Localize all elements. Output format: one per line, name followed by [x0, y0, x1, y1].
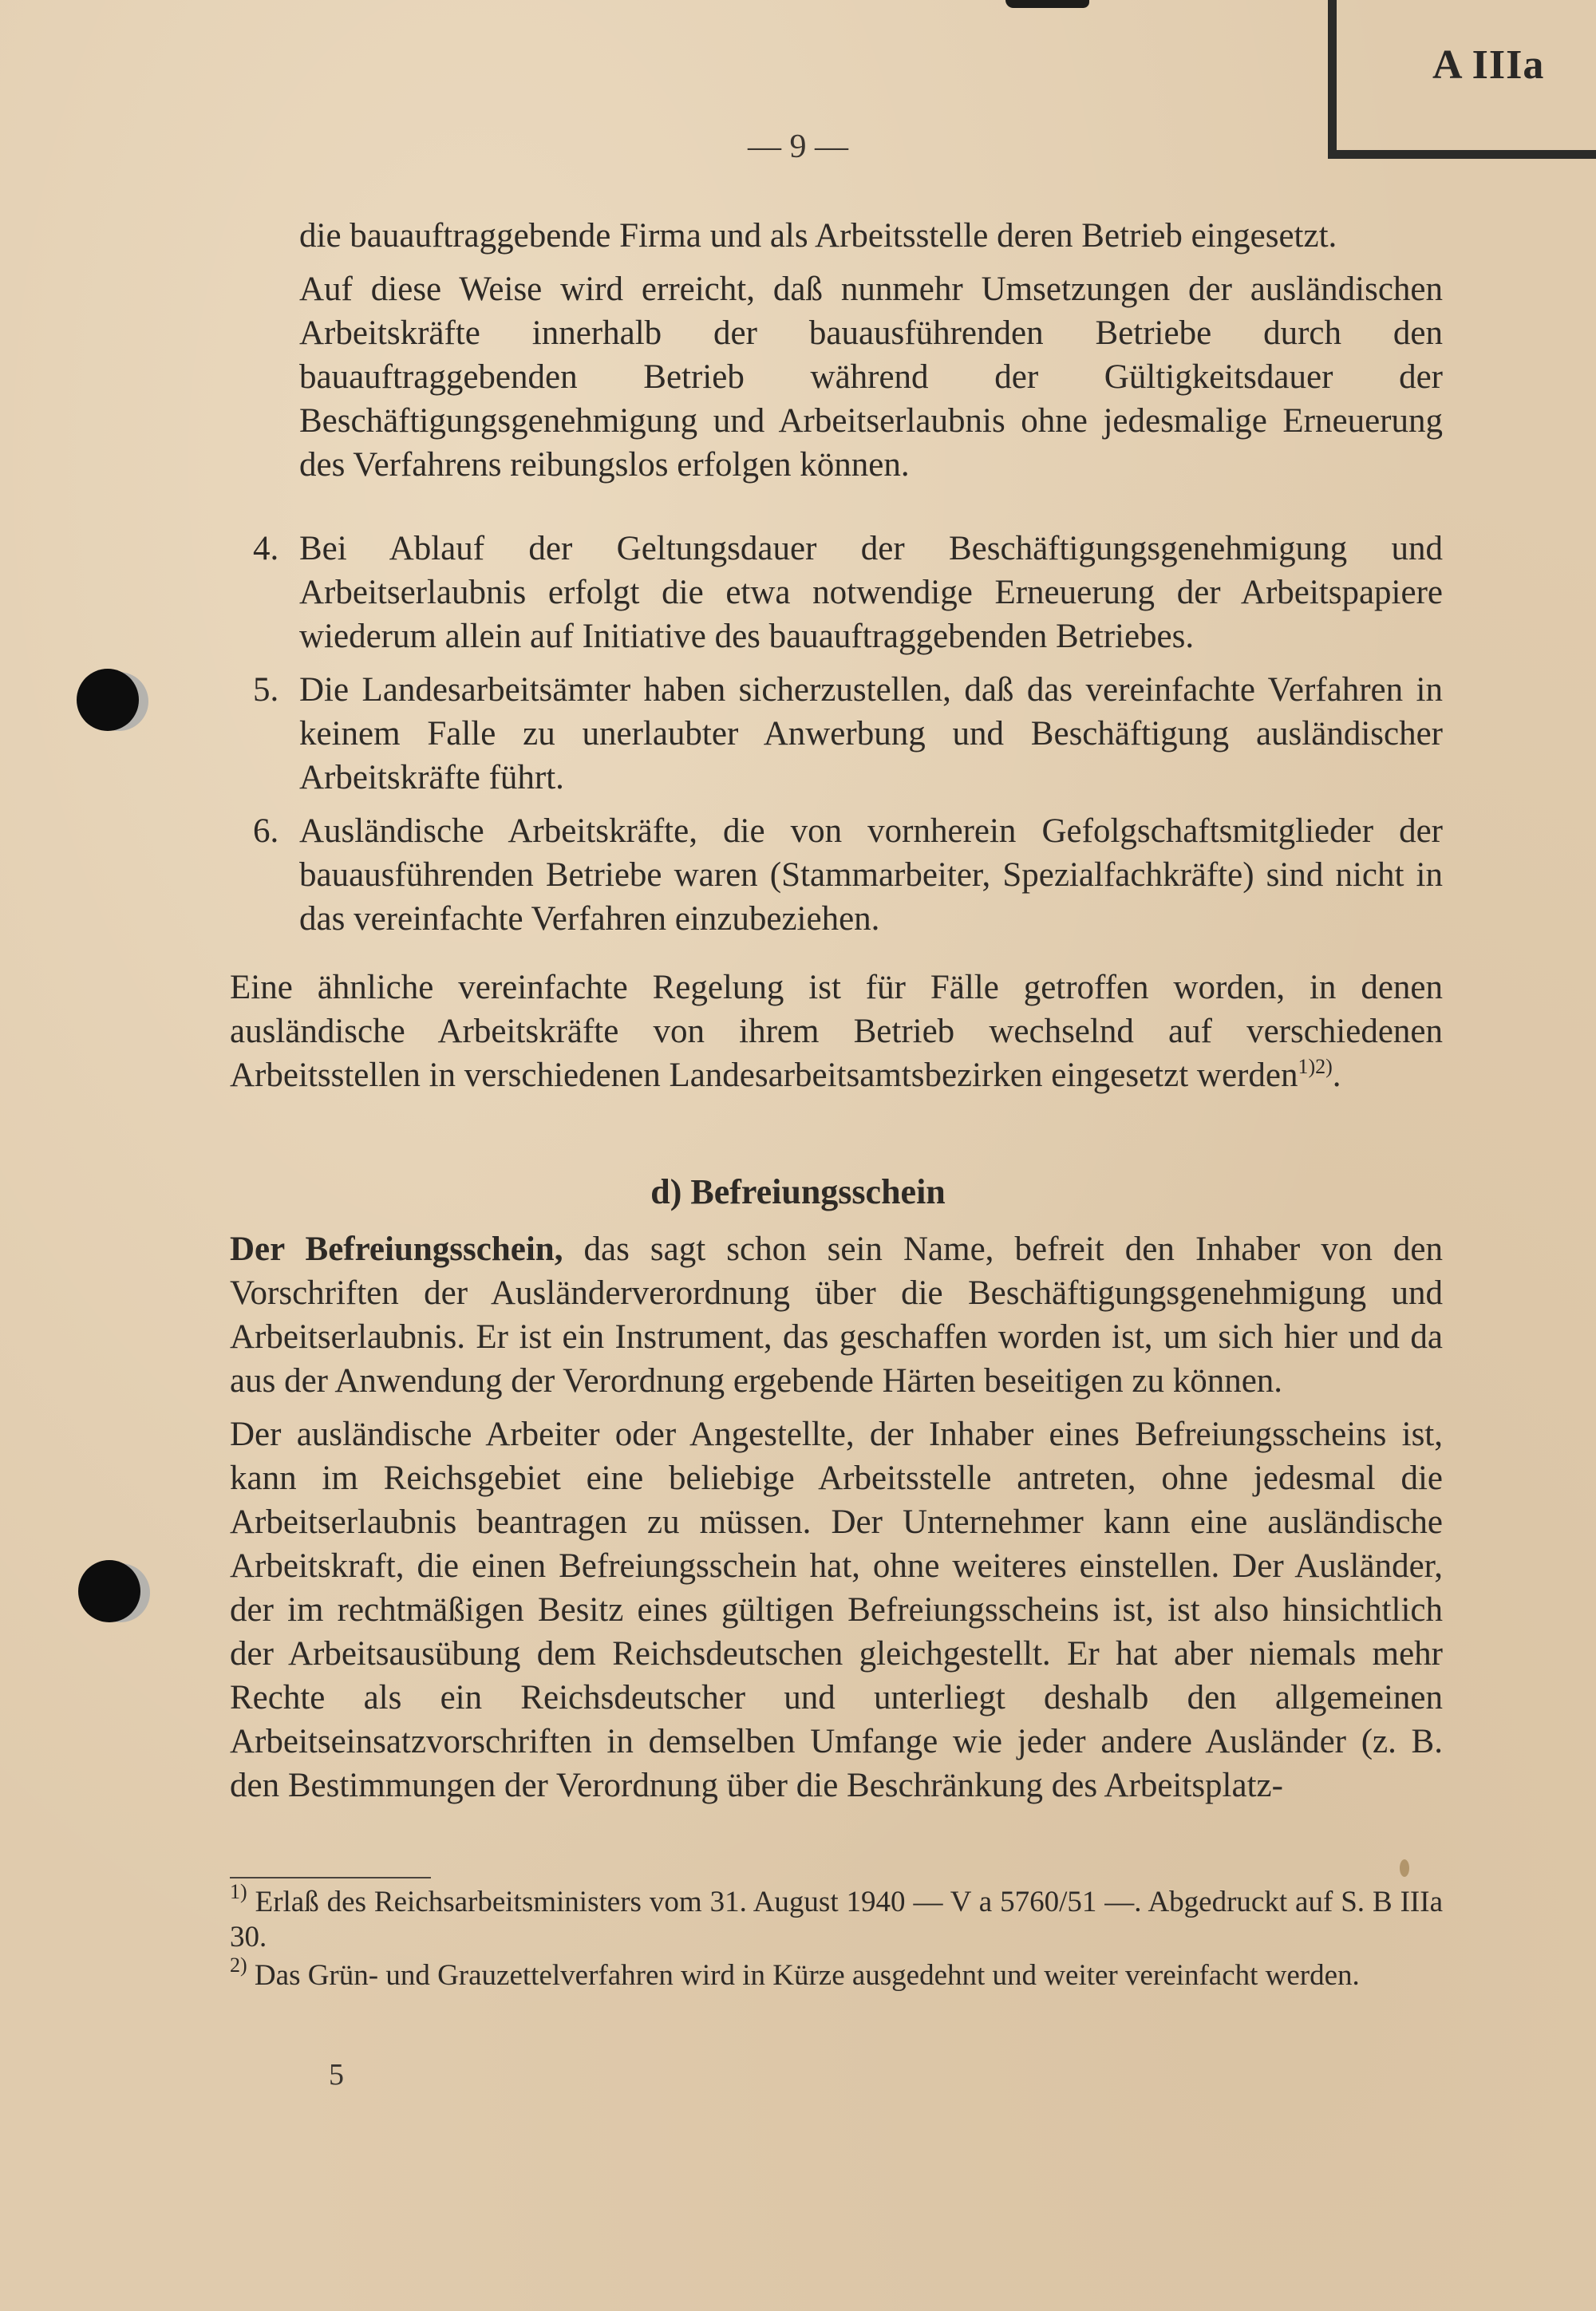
continuation-text: die bauauftraggebende Firma und als Arbeitsstelle deren Betrieb eingesetzt.: [299, 217, 1337, 255]
section-body: [230, 1227, 1443, 1807]
closing-paragraph-end: .: [1332, 1057, 1341, 1094]
register-label: A IIIa: [1432, 42, 1545, 88]
footnote: [230, 1880, 1443, 1955]
paragraph: [230, 1227, 1443, 1403]
bold-term: Der Befreiungsschein,: [230, 1231, 563, 1268]
footnote-ref[interactable]: 1): [1298, 1055, 1316, 1078]
footnote-divider: [230, 1877, 431, 1878]
footnote-marker: 1): [230, 1880, 247, 1903]
section-heading: d) Befreiungsschein: [650, 1172, 946, 1211]
closing-paragraph-text: Eine ähnliche vereinfachte Regelung ist für Fälle getroffen worden, in denen ausländische Arbeitskräfte von ihrem Betrieb wechselnd auf verschiedenen Arbeitsstellen in verschiedenen Landesarbeitsamtsbezirken eingesetzt werden: [230, 969, 1443, 1094]
list-number: 5.: [253, 671, 279, 709]
punch-hole-icon: [78, 1560, 140, 1622]
list-item: [253, 809, 1443, 941]
page-number: — 9 —: [748, 128, 848, 165]
numbered-list: [253, 527, 1443, 941]
list-item: [253, 527, 1443, 658]
footnote-text: Das Grün- und Grauzettelverfahren wird in Kürze ausgedehnt und weiter vereinfacht werden.: [247, 1959, 1360, 1992]
paper-stain: [1400, 1859, 1409, 1877]
list-item: [253, 668, 1443, 800]
paragraph-text: das sagt schon sein Name, befreit den Inhaber von den Vorschriften der Ausländerverordnung über die Beschäftigungsgenehmigung und Arbeitserlaubnis. Er ist ein Instrument, das geschaffen worden ist, um sich hier und da aus der Anwendung der Verordnung ergebende Härten beseitigen zu können.: [230, 1231, 1443, 1400]
footnote-marker: 2): [230, 1953, 247, 1977]
closing-paragraph: [230, 966, 1443, 1097]
closing-paragraph-block: [230, 966, 1443, 1097]
continued-list-block: [299, 214, 1443, 487]
list-item-text: Bei Ablauf der Geltungsdauer der Beschäftigungsgenehmigung und Arbeitserlaubnis erfolgt die etwa notwendige Erneuerung der Arbeitspapiere wiederum allein auf Initiative des bauauftraggebenden Betriebes.: [299, 530, 1443, 655]
footnotes: [230, 1880, 1443, 1993]
footnote: [230, 1953, 1443, 1993]
punch-hole-icon: [77, 669, 139, 731]
list-item-text: Die Landesarbeitsämter haben sicherzustellen, daß das vereinfachte Verfahren in keinem Falle zu unerlaubter Anwerbung und Beschäftigung ausländischer Arbeitskräfte führt.: [299, 671, 1443, 796]
paragraph: Der ausländische Arbeiter oder Angestellte, der Inhaber eines Befreiungsscheins ist, kann im Reichsgebiet eine beliebige Arbeitsstelle antreten, ohne jedesmal die Arbeitserlaubnis beantragen zu müssen. Der Unternehmer kann eine ausländische Arbeitskraft, die einen Befreiungsschein hat, ohne weiteres einstellen. Der Ausländer, der im rechtmäßigen Besitz eines gültigen Befreiungsscheins ist, ist also hinsichtlich der Arbeitsausübung dem Reichsdeutschen gleichgestellt. Er hat aber niemals mehr Rechte als ein Reichsdeutscher und unterliegt deshalb den allgemeinen Arbeitseinsatzvorschriften in demselben Umfange wie jeder andere Ausländer (z. B. den Bestimmungen der Verordnung über die Beschränkung des Arbeitsplatz-: [230, 1416, 1443, 1804]
paragraph: Auf diese Weise wird erreicht, daß nunmehr Umsetzungen der ausländischen Arbeitskräfte innerhalb der bauausführenden Betriebe durch den bauauftraggebenden Betrieb während der Gültigkeitsdauer der Beschäftigungsgenehmigung und Arbeitserlaubnis ohne jedesmalige Erneuerung des Verfahrens reibungslos erfolgen können.: [299, 271, 1443, 484]
list-item-text: Ausländische Arbeitskräfte, die von vornherein Gefolgschaftsmitglieder der bauausführenden Betriebe waren (Stammarbeiter, Spezialfachkräfte) sind nicht in das vereinfachte Verfahren einzubeziehen.: [299, 812, 1443, 938]
footnote-ref[interactable]: 2): [1315, 1055, 1333, 1078]
list-number: 4.: [253, 530, 279, 567]
ink-smudge: [1005, 0, 1089, 8]
printer-signature-mark: 5: [329, 2058, 344, 2092]
footnote-text: Erlaß des Reichsarbeitsministers vom 31. August 1940 — V a 5760/51 —. Abgedruckt auf S. B IIIa 30.: [230, 1886, 1443, 1953]
list-number: 6.: [253, 812, 279, 850]
